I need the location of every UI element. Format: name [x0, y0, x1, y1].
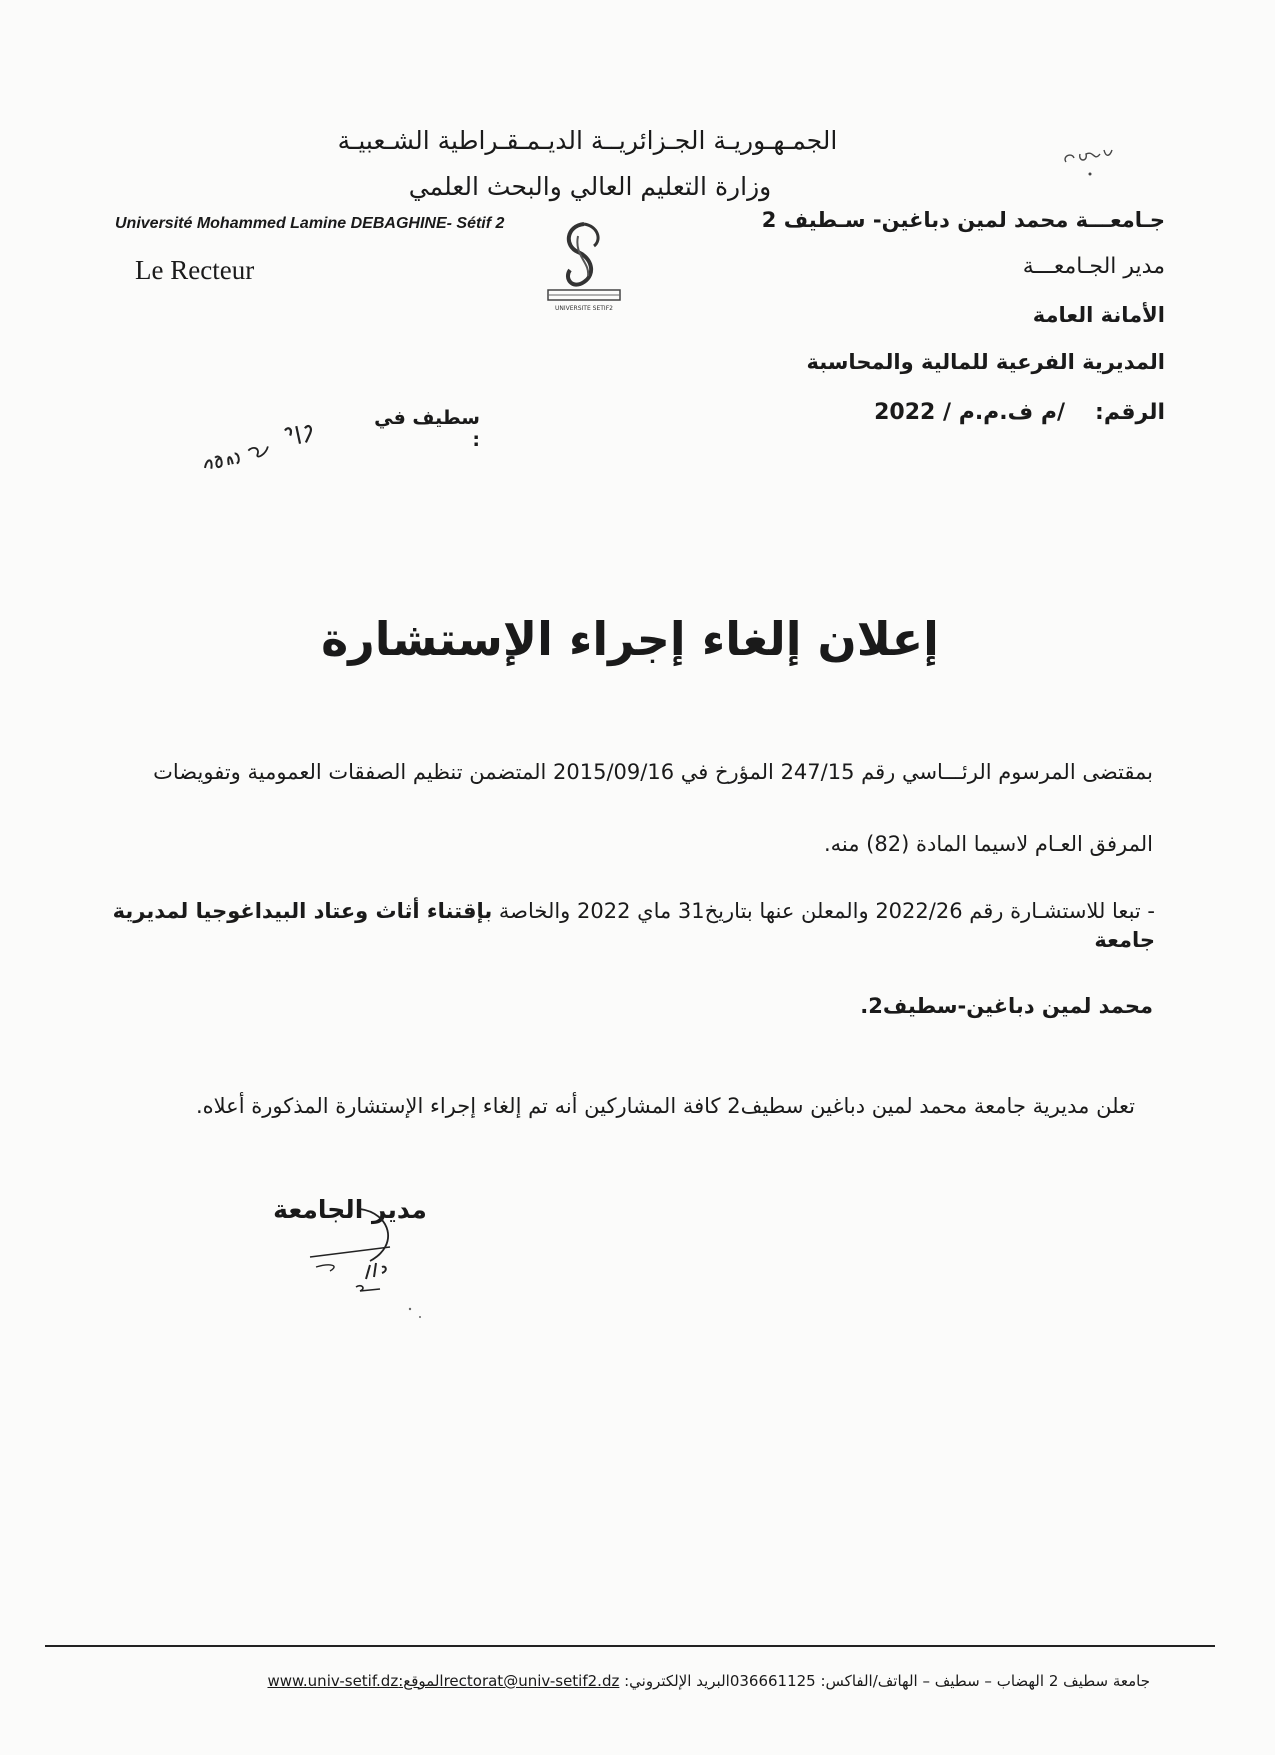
paragraph-2-line-2: محمد لمين دباغين-سطيف2.	[860, 994, 1153, 1018]
paragraph-2-line-1	[105, 897, 1155, 956]
paragraph-2-text: - تبعا للاستشـارة رقم 2022/26 والمعلن عنها بتاريخ31 ماي 2022 والخاصة	[492, 899, 1155, 923]
svg-text:UNIVERSITE SETIF2: UNIVERSITE SETIF2	[555, 305, 613, 312]
ministry-heading: وزارة التعليم العالي والبحث العلمي	[408, 172, 772, 201]
director-label: مدير الجـامعـــة	[1022, 254, 1165, 279]
footer-address: جامعة سطيف 2 الهضاب – سطيف – الهاتف/الفاكس: 036661125	[729, 1672, 1150, 1690]
recteur-label: Le Recteur	[135, 255, 255, 285]
subdirectorate-label: المديرية الفرعية للمالية والمحاسبة	[806, 350, 1165, 374]
paragraph-2-bold-text: بإقتناء أثاث وعتاد البيداغوجيا لمديرية جامعة	[112, 899, 1155, 953]
university-name-ar: جـامعـــة محمد لمين دباغين- سـطيف 2	[761, 208, 1165, 232]
paragraph-1-line-1: بمقتضى المرسوم الرئـــاسي رقم 247/15 المؤرخ في 2015/09/16 المتضمن تنظيم الصفقات العمومية وتفويضات	[153, 760, 1153, 784]
signature-title: مدير الجامعة	[273, 1195, 427, 1224]
footer-contact	[150, 1672, 1150, 1690]
university-name-fr: Université Mohammed Lamine DEBAGHINE- Sétif 2	[115, 215, 505, 232]
footer-divider	[45, 1645, 1215, 1647]
secretariat-label: الأمانة العامة	[1032, 303, 1165, 327]
paragraph-3: تعلن مديرية جامعة محمد لمين دباغين سطيف2 كافة المشاركين أنه تم إلغاء إجراء الإستشارة المذكورة أعلاه.	[195, 1094, 1135, 1118]
handwritten-date	[191, 405, 329, 481]
reference-value: /م ف.م.م / 2022	[874, 400, 1066, 425]
handwritten-corner-mark	[1060, 140, 1120, 185]
university-logo	[538, 216, 630, 316]
reference-number	[765, 400, 1165, 425]
paragraph-1-line-2: المرفق العـام لاسيما المادة (82) منه.	[823, 832, 1153, 856]
footer-site-label: الموقع:	[398, 1672, 444, 1690]
reference-label: الرقم:	[1095, 400, 1165, 425]
footer-email-label: البريد الإلكتروني:	[619, 1672, 730, 1690]
place-label: سطيف في :	[374, 407, 480, 451]
footer-email-link[interactable]: rectorat@univ-setif2.dz	[443, 1672, 620, 1690]
document-title: إعلان إلغاء إجراء الإستشارة	[321, 612, 939, 666]
handwritten-signature	[300, 1205, 440, 1335]
republic-heading: الجمـهـوريـة الجـزائريــة الديـمـقـراطية الشـعبيـة	[337, 126, 838, 155]
footer-website-link[interactable]: www.univ-setif.dz	[267, 1672, 399, 1690]
